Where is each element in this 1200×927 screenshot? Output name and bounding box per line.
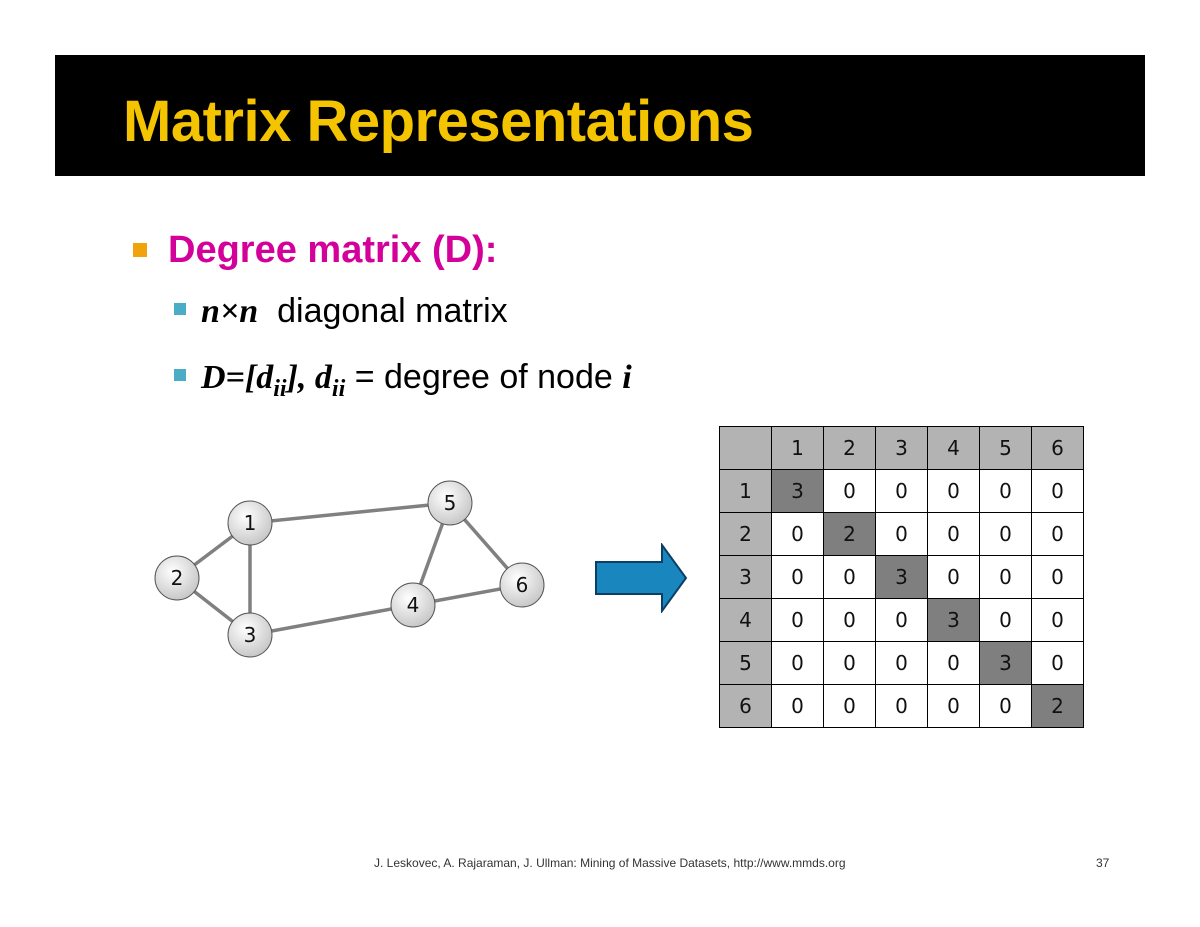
matrix-column-header: 6 <box>1032 427 1084 470</box>
matrix-row-header: 4 <box>720 599 772 642</box>
matrix-row <box>720 556 1084 599</box>
bullet-n-by-n <box>201 289 508 334</box>
graph-node-label-1: 1 <box>243 511 257 535</box>
node-i-math: i <box>622 359 632 396</box>
degree-matrix-table <box>719 426 1084 728</box>
matrix-row <box>720 685 1084 728</box>
matrix-column-header: 4 <box>928 427 980 470</box>
matrix-cell: 0 <box>876 642 928 685</box>
matrix-row <box>720 599 1084 642</box>
matrix-cell: 0 <box>824 599 876 642</box>
matrix-cell: 0 <box>772 599 824 642</box>
graph-diagram <box>140 470 560 670</box>
diagonal-matrix-text: diagonal matrix <box>277 292 508 330</box>
bullet-degree-def <box>201 355 632 411</box>
matrix-cell: 0 <box>876 599 928 642</box>
matrix-cell: 0 <box>1032 642 1084 685</box>
matrix-cell: 0 <box>772 556 824 599</box>
matrix-cell: 0 <box>980 685 1032 728</box>
matrix-cell: 0 <box>928 513 980 556</box>
matrix-cell: 0 <box>772 513 824 556</box>
matrix-cell: 0 <box>980 513 1032 556</box>
matrix-cell: 0 <box>772 642 824 685</box>
graph-node-label-4: 4 <box>406 593 420 617</box>
graph-edge-1-5 <box>250 503 450 523</box>
matrix-cell: 0 <box>772 685 824 728</box>
matrix-diagonal-cell: 3 <box>876 556 928 599</box>
matrix-cell: 0 <box>824 642 876 685</box>
sub-bullet-icon <box>174 369 186 381</box>
degree-of-node-text: = degree of node <box>354 358 613 396</box>
matrix-cell: 0 <box>980 599 1032 642</box>
matrix-diagonal-cell: 3 <box>772 470 824 513</box>
graph-node-label-3: 3 <box>243 623 257 647</box>
matrix-cell: 0 <box>876 685 928 728</box>
matrix-header-row <box>720 427 1084 470</box>
matrix-cell: 0 <box>824 556 876 599</box>
matrix-corner-cell <box>720 427 772 470</box>
graph-node-label-2: 2 <box>170 566 184 590</box>
matrix-column-header: 1 <box>772 427 824 470</box>
matrix-diagonal-cell: 2 <box>1032 685 1084 728</box>
matrix-cell: 0 <box>928 685 980 728</box>
slide-title: Matrix Representations <box>123 89 754 154</box>
n-by-n-math: n×n <box>201 293 259 330</box>
matrix-diagonal-cell: 3 <box>980 642 1032 685</box>
matrix-column-header: 5 <box>980 427 1032 470</box>
bullet-square-icon <box>133 243 147 257</box>
matrix-cell: 0 <box>824 685 876 728</box>
graph-edge-3-4 <box>250 605 413 635</box>
matrix-row-header: 2 <box>720 513 772 556</box>
matrix-cell: 0 <box>1032 556 1084 599</box>
matrix-cell: 0 <box>1032 599 1084 642</box>
matrix-row-header: 3 <box>720 556 772 599</box>
page-number: 37 <box>1096 856 1110 870</box>
matrix-column-header: 2 <box>824 427 876 470</box>
matrix-row-header: 5 <box>720 642 772 685</box>
matrix-cell: 0 <box>1032 470 1084 513</box>
matrix-row-header: 6 <box>720 685 772 728</box>
title-bar <box>55 55 1145 176</box>
matrix-cell: 0 <box>876 470 928 513</box>
matrix-cell: 0 <box>928 556 980 599</box>
matrix-row-header: 1 <box>720 470 772 513</box>
matrix-cell: 0 <box>980 556 1032 599</box>
matrix-cell: 0 <box>876 513 928 556</box>
right-arrow-icon <box>594 543 690 613</box>
matrix-row <box>720 470 1084 513</box>
matrix-column-header: 3 <box>876 427 928 470</box>
matrix-cell: 0 <box>824 470 876 513</box>
graph-node-label-6: 6 <box>515 573 529 597</box>
matrix-row <box>720 513 1084 556</box>
sub-bullet-icon <box>174 303 186 315</box>
matrix-diagonal-cell: 2 <box>824 513 876 556</box>
matrix-diagonal-cell: 3 <box>928 599 980 642</box>
matrix-cell: 0 <box>928 642 980 685</box>
footer-citation: J. Leskovec, A. Rajaraman, J. Ullman: Mining of Massive Datasets, http://www.mmds.org <box>374 856 846 870</box>
degree-formula: $D=[d_{ii}]$, $d_{ii}$ <box>201 359 346 402</box>
matrix-row <box>720 642 1084 685</box>
matrix-cell: 0 <box>1032 513 1084 556</box>
graph-node-label-5: 5 <box>443 491 457 515</box>
matrix-cell: 0 <box>928 470 980 513</box>
section-heading: Degree matrix (D): <box>168 229 498 271</box>
matrix-cell: 0 <box>980 470 1032 513</box>
